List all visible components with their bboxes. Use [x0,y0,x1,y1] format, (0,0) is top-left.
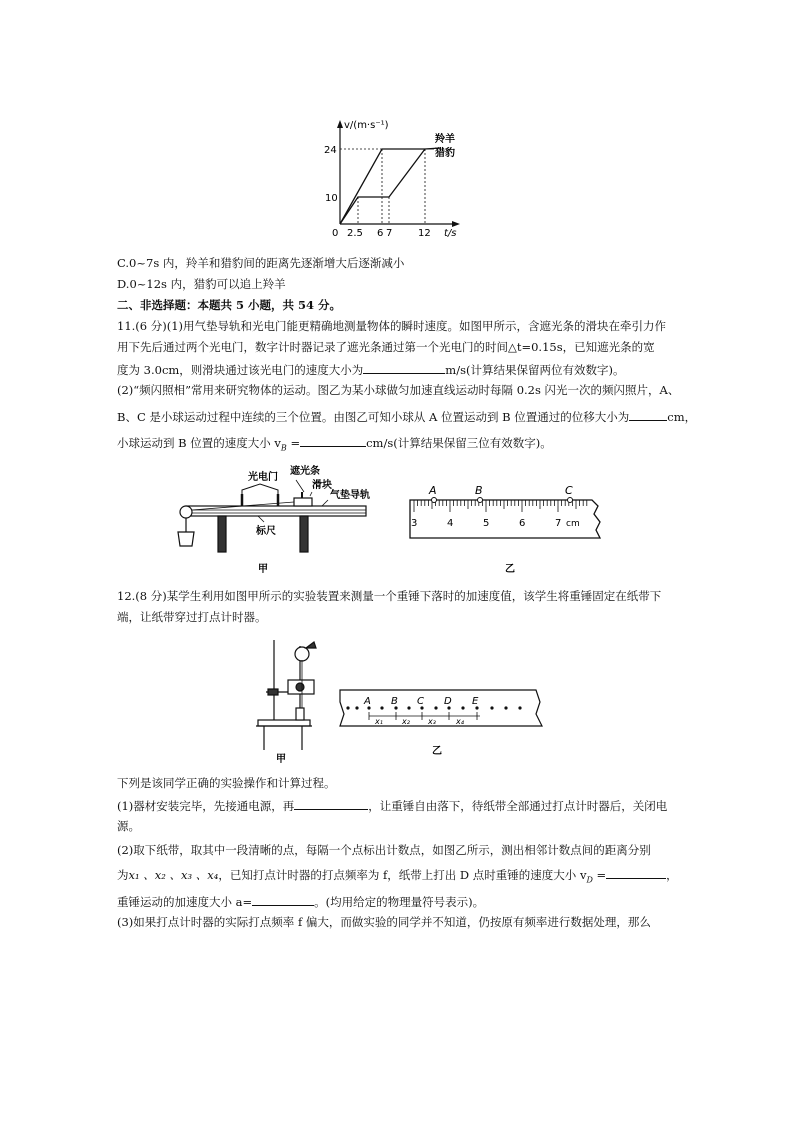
q11-line5-text: B、C 是小球运动过程中连续的三个位置。由图乙可知小球从 A 位置运动到 B 位置通过的位移大小为 [117,410,630,424]
y-tick-24: 24 [324,145,337,156]
q11-line5 [117,408,696,425]
label-photogate: 光电门 [248,472,278,483]
tape-dot [346,706,349,709]
tape-dot [380,706,383,709]
q12-line7 [117,866,678,888]
tape-seg-x3: x₃ [428,717,436,726]
q12-line7-eq: = [592,868,607,882]
q12-line7-sub: D [586,875,593,885]
q12-line7-vars: x₁ 、x₂ 、x₃ 、x₄ [128,868,219,882]
ruler [410,498,600,539]
tape-dot [518,706,521,709]
label-shade-bar: 遮光条 [290,466,320,477]
ruler-point-b [478,498,483,503]
tape-label-d: D [444,696,452,707]
origin-label: 0 [332,228,339,239]
x-tick-7: 7 [386,228,393,239]
q12-line4-text: (1)器材安装完毕，先接通电源，再 [117,799,295,813]
q12-line5: 源。 [117,819,140,833]
x-tick-6: 6 [377,228,384,239]
label-air-track: 气垫导轨 [330,490,370,501]
label-yi: 乙 [505,564,515,574]
timer-apparatus [256,640,316,750]
ruler-point-a [432,498,437,503]
q11-line2: 用下先后通过两个光电门，数字计时器记录了遮光条通过第一个光电门的时间△t=0.15s，已知遮光条的宽 [117,340,655,354]
ruler-num-7: 7 [555,518,562,529]
legend-cheetah: 猎豹 [435,148,455,159]
q11-line6-text: 小球运动到 B 位置的速度大小 v [117,436,281,450]
q12-blank-vd[interactable] [606,866,666,879]
figure-11 [172,462,622,574]
ruler-label-a: A [429,484,437,497]
ruler-num-6: 6 [519,518,526,529]
tape-dot [504,706,507,709]
section-heading: 二、非选择题：本题共 5 小题，共 54 分。 [117,298,342,312]
q11-line3-text: 度为 3.0cm，则滑块通过该光电门的速度大小为 [117,363,364,377]
q12-line8-tail: 。(均用给定的物理量符号表示)。 [314,895,485,909]
ruler-label-c: C [565,484,573,497]
q12-line7-mid: ，已知打点计时器的打点频率为 f，纸带上打出 D 点时重锤的速度大小 v [218,868,587,882]
q12-line9: (3)如果打点计时器的实际打点频率 f 偏大，而做实验的同学并不知道，仍按原有频率进行数据处理，那么 [117,915,651,929]
tape-seg-x1: x₁ [375,717,383,726]
q12-blank-operation[interactable] [294,797,368,810]
tape-dot [407,706,410,709]
q11-blank-displacement[interactable] [629,408,667,421]
figure-12 [256,632,556,766]
x-axis-label: t/s [444,228,457,239]
q12-line7-tail: ， [666,868,678,882]
ruler-num-5: 5 [483,518,490,529]
q12-line4 [117,797,667,814]
q11-line1: 11.(6 分)(1)用气垫导轨和光电门能更精确地测量物体的瞬时速度。如图甲所示，含遮光条的滑块在牵引力作 [117,319,667,333]
q11-line5-tail: cm， [667,410,697,424]
velocity-time-graph [318,112,468,240]
ruler-point-c [568,498,573,503]
tape-label-a: A [364,696,371,707]
y-axis-arrow [337,120,343,128]
q12-line4-tail: ，让重锤自由落下，待纸带全部通过打点计时器后，关闭电 [368,799,668,813]
y-tick-10: 10 [325,193,338,204]
q12-blank-a[interactable] [252,893,314,906]
q11-line3-tail: m/s(计算结果保留两位有效数字)。 [445,363,625,377]
fig12-label-yi: 乙 [432,746,442,757]
tape-dot [461,706,464,709]
q12-line1: 12.(8 分)某学生利用如图甲所示的实验装置来测量一个重锤下落时的加速度值，该学生将重锤固定在纸带下 [117,589,662,603]
q11-blank-vb[interactable] [300,434,366,447]
q11-blank-velocity[interactable] [363,361,445,374]
tape-label-c: C [417,696,424,707]
q11-line3 [117,361,624,378]
ruler-num-4: 4 [447,518,454,529]
ruler-label-b: B [475,484,483,497]
q11-line6-eq: = [286,436,301,450]
q12-line8 [117,893,484,910]
y-axis-label: v/(m·s⁻¹) [344,120,389,131]
tape-dot [434,706,437,709]
fig12-label-jia: 甲 [276,754,286,765]
q11-line6-tail: cm/s(计算结果保留三位有效数字)。 [366,436,552,450]
tape-seg-x2: x₂ [402,717,410,726]
ruler-unit: cm [566,519,580,529]
label-jia: 甲 [258,564,268,574]
tape-seg-x4: x₄ [456,717,464,726]
q11-line6-sub: B [280,443,287,453]
series-cheetah [340,149,425,224]
q12-line8-text: 重锤运动的加速度大小 a= [117,895,253,909]
tape-label-b: B [391,696,398,707]
q12-line2: 端，让纸带穿过打点计时器。 [117,610,267,624]
x-axis-arrow [452,221,460,227]
label-slider: 滑块 [312,480,332,491]
tape-label-e: E [472,696,479,707]
ruler-num-3: 3 [411,518,418,529]
option-d: D.0~12s 内，猎豹可以追上羚羊 [117,277,286,291]
x-tick-12: 12 [418,228,431,239]
label-scale: 标尺 [256,526,276,537]
q11-line6 [117,434,552,456]
tape-dot [490,706,493,709]
legend-antelope: 羚羊 [435,134,455,145]
q12-line3: 下列是该同学正确的实验操作和计算过程。 [117,776,336,790]
option-c: C.0~7s 内，羚羊和猎豹间的距离先逐渐增大后逐渐减小 [117,256,405,270]
q12-line7-text: 为 [117,868,129,882]
x-tick-2_5: 2.5 [347,228,363,239]
q11-line4: (2)“频闪照相”常用来研究物体的运动。图乙为某小球做匀加速直线运动时每隔 0.2s 闪光一次的频闪照片，A、 [117,383,680,397]
q12-line6: (2)取下纸带，取其中一段清晰的点，每隔一个点标出计数点，如图乙所示，测出相邻计数点间的距离分别 [117,843,651,857]
tape-dot [355,706,358,709]
